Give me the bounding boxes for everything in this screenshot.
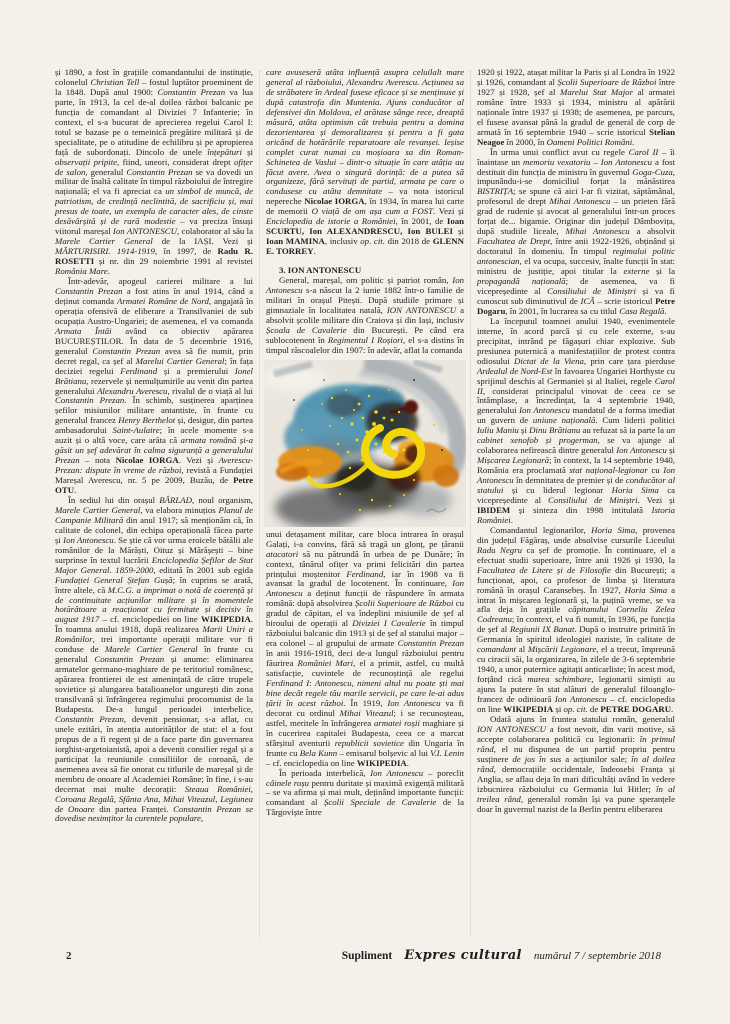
footer-supliment-label: Supliment <box>341 950 393 962</box>
footer-publication-info <box>342 948 675 963</box>
paragraph: Odată ajuns în fruntea statului român, generalul ION ANTONESCU a fost nevoit, din varii motive, să accepte colaborarea politică cu legionarii: în primul rând, el nu dispunea de un partid propriu pentru susținere de jos în sus a acțiunilor sale; în al doilea rând, democrațiile occidentale, îndeosebi Franța și Anglia, se aflau deja în mari dificultăți având în vedere izbucnirea războiului cu Germania lui Hitler; în al treilea rând, generalul român își va pune speranțele doar în guvernul nazist de la Berlin pentru eliberarea <box>477 713 675 814</box>
column-divider <box>259 70 260 938</box>
page-number: 2 <box>66 950 72 962</box>
paragraph: În urma unui conflict avut cu regele Carol II – îi înaintase un memoriu vexatoriu – Ion Antonescu a fost destituit din funcția de ministru în guvernul Goga-Cuza, impunându-i-se domiciliul forțat la mănăstirea BISTRIȚA; se spune că aici l-ar fi vizitat, săptămânal, profesorul de drept Mihai Antonescu – un prieten fără grad de rudenie și avocat al generalului într-un proces forțat de... bigamie. Originar din județul Dâmbovița, după studiile liceale, Mihai Antonescu a absolvit Facultatea de Drept, între anii 1922-1926, obținând și doctoratul în domeniu. În timpul regimului politic antonescian, el va ocupa, succesiv, înalte funcții în stat: ministru de justiție, apoi titular la externe și la propagandă națională; de asemenea, va fi vicepreședinte al Consiliului de Miniștri și va fi cunoscut sub diminutivul de ICĂ – scrie istoricul Petre Dogaru, în 2001, în lucrarea sa cu titlul Casa Regală. <box>477 146 676 316</box>
paragraph: care avuseseră atâta influență asupra celuilalt mare general al războiului, Alexandru Averescu. Acțiunea sa de străbatere în Ardeal fusese eficace și se menținuse și după catastrofa din Muntenia. Ajuns conducător al defensivei din Moldova, el arătase sânge rece, dreaptă măsură, atâta optimism cât trebuia pentru a domina dezorientarea și demoralizarea și pentru a fi gata oricând de hotărârile reparatoare ale revanșei. Ieșise complet curat numai cu moșioara sa din Roman-Schinetea de Vaslui – dintr-o situație în care atâția au făcut avere. Avea o singură dorință: de a putea să organizeze, fără servituți de partid, armata pe care o condusese cu atâta demnitate – va nota istoricul nepereche Nicolae IORGA, în 1934, în marea lui carte de memorii O viață de om așa cum a FOST. Vezi și Enciclopedia de istorie a României, în 2001, de Ioan SCURTU, Ion ALEXANDRESCU, Ion BULEI și Ioan MAMINA, inclusiv op. cit. din 2018 de GLENN E. TORREY. <box>266 67 465 257</box>
paragraph: În sediul lui din orașul BÂRLAD, noul organism, Marele Cartier General, va elabora minuțios Planul de Campanie Militară din anul 1917; să menționăm că, în calitate de colonel, din echipa operațională făcea parte și Ion Antonescu. Se știe că vor urma eroicele bătălii ale românilor de la Mărăști, Oituz și Mărășești – bine surprinse în textul lucrării Enciclopedia Șefilor de Stat Major General. 1859-2000, editată în 2001 sub egida Fundației General Ștefan Gușă; în cuprins se arată, între altele, că M.C.G. a imprimat o notă de coerență și de continuitate acțiunilor militare și în momentele hotărâtoare a reacționat cu fermitate și decisiv în august 1917 – cf. enciclopediei on line WIKIPEDIA. În toamna anului 1918, după realizarea Marii Uniri a Românilor, trei importante operații militare vor fi conduse de Marele Cartier General în frunte cu generalul Constantin Prezan și anume: eliminarea armatelor germano-maghiare de pe teritoriul românesc, apărarea frontierei de est amenințată de către trupele sovietice și alungarea batalioanelor ungurești din zona transilvană și înfrângerea regimului procomunist de la Budapesta. De-a lungul perioadei interbelice, Constantin Prezan, devenit pensionar, s-a aflat, cu unele ezitări, în atenția autorităților de stat: el a fost propus de a fi regent și de a face parte din guvernarea iorghist-argetoianistă, apoi a devenit consilier regal și a participat la reuniunile consiliiilor de coroană, de asemenea avea să fie onorat cu titlurile de mareșal și de membru de onoare al Academiei Române; în fine, i s-au decernat mai multe decorații: Steaua României, Coroana Regală, Sfânta Ana, Mihai Viteazul, Legiunea de Onoare din partea Franței. Constantin Prezan se dovedise nesimțitor la curentele populare, <box>55 494 254 824</box>
paragraph: Într-adevăr, apogeul carierei militare a lui Constantin Prezan a fost atins în anul 1914, când a deținut comanda Armatei Române de Nord, angajată în operația ofensivă de eliberare a Transilvaniei de sub ocupația Austro-Ungariei; de asemenea, el va comanda Armata Întâi având ca obiectiv apărarea BUCUREȘTILOR. În data de 5 decembrie 1916, generalul Constantin Prezan avea să fie numit, prin decret regal, ca șef al Marelui Cartier General; în fața deciziei regelui Ferdinand și a premierului Ionel Brătianu, rezervele și nemulțumirile au venit din partea generalului Alexandru Averescu, rivalul de o viață al lui Constantin Prezan. În schimb, susținerea aparținea șefilor misiunilor militare antantiste, în frunte cu generalul francez Henry Berthelot și, desigur, din partea ambasadorului Saint-Aulaire; în acele momente s-a auzit și o altă voce, care arăta că armata română și-a găsit un șef adevărat în calma siguranță a generalului Prezan – nota Nicolae IORGA. Vezi și Averescu-Prezan: dispute în vreme de război, revistă a Fundației Mareșal Averescu, nr. 5 pe 2009, Buzău, de Petre OTU. <box>55 276 254 496</box>
abstract-painting-image <box>264 360 466 527</box>
paragraph: General, mareșal, om politic și patriot român, Ion Antonescu s-a născut la 2 iunie 1882 într-o familie de militari în orașul Pitești. După studiile primare și gimnaziale în localitatea natală, ION ANTONESCU a absolvit școlile militare din Craiova și din Iași, inclusiv Școala de Cavalerie din București. Pe când era sublocotenent în Regimentul I Roșiori, el s-a distins în timpul răscoalelor din 1907: în adevăr, aflat la comanda <box>266 275 465 355</box>
paragraph: și 1890, a fost în grațiile comandantului de instituție, colonelul Christian Tell – fostul luptător proeminent de la 1848. După anul 1900: Constantin Prezan va lua parte, în 1913, la cel de-al doilea război balcanic pe funcția de comandant al Diviziei 7 Infanterie; în context, el s-a bucurat de aprecierea regelui Carol I: totul se bazase pe o temeinică pregătire militară și de specialitate, pe o atitudine de echilibru și pe apropierea față de subordonați. Dincolo de unele înțepături și observații pripite, fiind, uneori, considerat drept ofițer de salon, generalul Constantin Prezan se va dovedi un militar de înaltă calitate în timpul războiului de întregire națională; el va fi apreciat ca un simbol de muncă, de patriotism, de credință neclintită, de sacrificiu și, mai presus de toate, un exemplu de caracter ales, de cinste desăvârșită și de rară modestie – va preciza însuși viitorul mareșal Ion ANTONESCU, colaborator al său la Marele Cartier General de la IAȘI. Vezi și MĂRTURISIRI. 1914-1919, în 1997, de Radu R. ROSETTI și nr. din 29 noiembrie 1991 al revistei România Mare. <box>55 67 254 277</box>
footer-issue-info: numărul 7 / septembrie 2018 <box>533 950 661 962</box>
column-right <box>477 68 675 824</box>
paragraph: unui detașament militar, care bloca intrarea în orașul Galați, i-a convins, fără să tragă un glonț, pe țăranii atacatori să nu pătrundă în urbea de pe Dunăre; în context, tânărul ofițer va primi felicitări din partea prințului moștenitor Ferdinand, iar în 1908 va fi avansat la gradul de locotenent. În continuare, Ion Antonescu a deținut funcții de răspundere în armata română: după absolvirea Școlii Superioare de Război cu gradul de căpitan, el va îndeplini misiunile de șef al biroului de operații al Diviziei I Cavalerie în timpul războiului balcanic din 1913 și de șef al statului major – era colonel – al grupului de armate Constantin Prezan în anii 1916-1918, deci de-a lungul războiului pentru făurirea României Mari, el a primit, astfel, cu multă satisfacție, cuvintele de recunoștință ale regelui Ferdinand I: Antonescu, nimeni altul nu poate ști mai bine decât regele tău marile servicii, pe care le-ai adus țării în acest război. În 1919, Ion Antonescu va fi decorat cu ordinul Mihai Viteazul; i se recunoșteau, astfel, meritele în înfrângerea armatei roșii maghiare și în cucerirea capitalei Budapesta, ceea ce a marcat sfârșitul aventurii republicii sovietice din Ungaria în frunte cu Bela Kunn – emisarul bolșevic al lui V.I. Lenin – cf. enciclopedia on line WIKIPEDIA. <box>266 528 465 768</box>
abstract-painting-figure <box>264 360 466 527</box>
paragraph: Comandantul legionarilor, Horia Sima, provenea din județul Făgăraș, unde absolvise cursurile Liceului Radu Negru ca șef de promoție. În continuare, el a efectuat studii superioare, între anii 1926 și 1930, la Facultatea de Litere și de Filosofie din București; a funcționat, apoi, ca profesor de limba și literatura română în orașul Caransebeș. În 1927, Horia Sima a intrat în mișcarea legionară și, la puțină vreme, se va afla deja în grațiile căpitanului Corneliu Zelea Codreanu; în context, el va fi numit, în 1936, pe funcția de șef al Regiunii IX Banat. După o instruire primită în Germania în spiritul ideologiei naziste, în calitate de comandant al Mișcării Legionare, el a trecut, împreună cu ciracii săi, la organizarea, în zilele de 3-6 septembrie 1940, a unor puternice agitații anticarliste; în acest mod, forțând cică marea schimbare, legionarii simiști au ajuns la putere în stat alături de generalul filoanglo-francez de odinioară Ion Antonescu – cf. enciclopedia on line WIKIPEDIA și op. cit. de PETRE DOGARU. <box>477 524 676 714</box>
footer-magazine-name: Expres cultural <box>404 948 522 963</box>
paragraph: La începutul toamnei anului 1940, evenimentele interne, în acord parcă și cu cele externe, s-au precipitat, intrând pe făgașuri chiar explozive. Sub presiunea puternică a manifestațiilor de protest contra odiosului Dictat de la Viena, prin care țara pierduse Ardealul de Nord-Est în favoarea Ungariei Horthyste cu sprijinul deschis al Germaniei și al Italiei, regele Carol II, considerat principalul vinovat de ceea ce se întâmplase, a încredințat, la 4 septembrie 1940, generalului Ion Antonescu mandatul de a forma imediat un guvern de uniune națională. Cum liderii politici Iuliu Maniu și Dinu Brătianu au refuzat să ia parte la un cabinet xenofob și progerman, se va ajunge al colaborarea nefirească dintre generalul Ion Antonescu și Mișcarea Legionară; în context, la 14 septembrie 1940, România era proclamată stat național-legionar cu Ion Antonescu în demnitatea de premier și de conducător al statului și cu liderul legionar Horia Sima ca vicepreședinte al Consiliului de Miniștri. Vezi și IBIDEM și sinteza din 1998 intitulată Istoria României. <box>477 315 676 525</box>
column-center <box>266 68 464 824</box>
section-heading: 3. ION ANTONESCU <box>279 265 362 276</box>
article-body <box>55 68 675 824</box>
paragraph: În perioada interbelică, Ion Antonescu – poreclit câinele roșu pentru duritate și maximă exigență militară – se va afirma și mai mult, deținând importante funcții: comandant al Școlii Speciale de Cavalerie de la Târgoviște între <box>266 767 464 818</box>
page-footer <box>55 948 675 963</box>
column-divider <box>470 70 471 938</box>
paragraph: 1920 și 1922, atașat militar la Paris și al Londra în 1922 și 1926, comandant al Școlii Superioare de Război între 1927 și 1928, șef al Marelui Stat Major al armatei române între 1933 și 1934, ministru al apărării naționale între 1937 și 1938; de asemenea, pe parcurs, el fusese avansat până la gradul de general de corp de armată în 16 septembrie 1940 – scrie istoricul Stelian Neagoe în 2000, în Oameni Politici Români. <box>477 67 676 147</box>
column-left <box>55 68 253 824</box>
